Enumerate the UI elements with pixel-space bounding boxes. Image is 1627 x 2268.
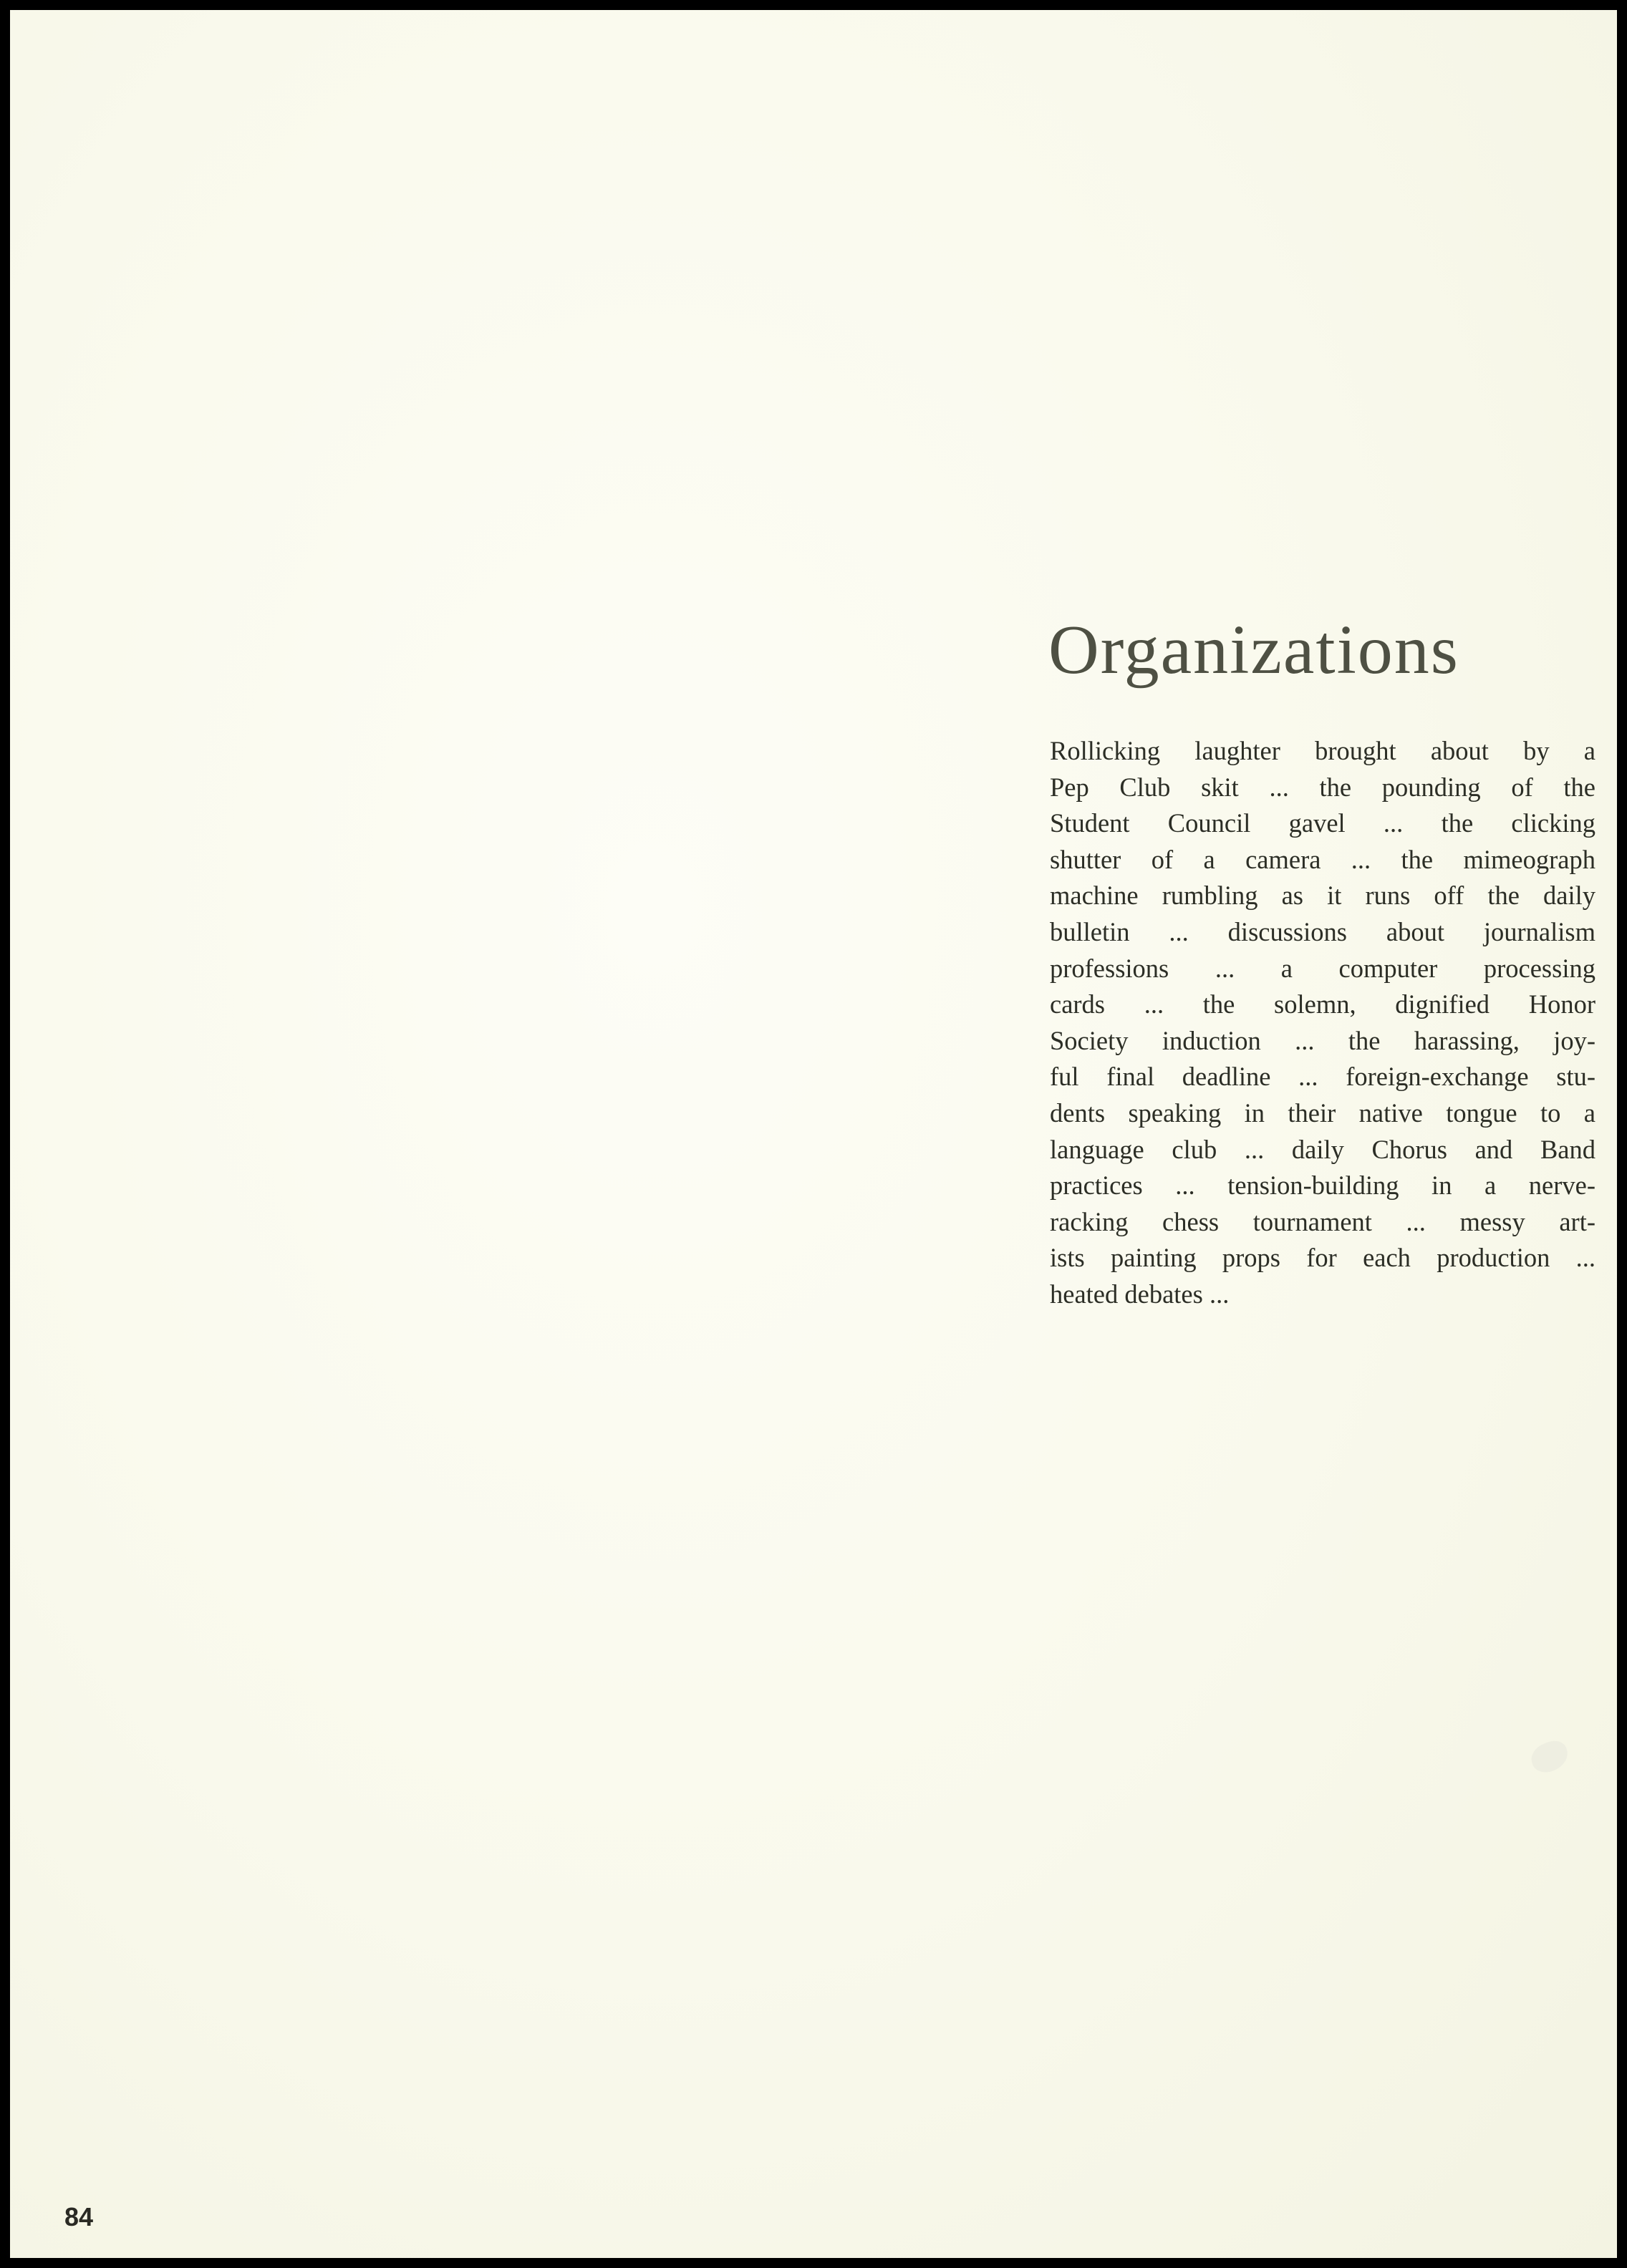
page — [10, 10, 1617, 2258]
section-title: Organizations — [1048, 611, 1459, 689]
paragraph-line: heated debates ... — [1050, 1279, 1230, 1309]
paragraph-line: practices ... tension-building in a nerve- — [1050, 1171, 1595, 1201]
paragraph-line: machine rumbling as it runs off the daily — [1050, 881, 1595, 911]
paragraph-line: professions ... a computer processing — [1050, 953, 1595, 983]
paragraph-line: shutter of a camera ... the mimeograph — [1050, 844, 1595, 874]
paragraph-line: dents speaking in their native tongue to a — [1050, 1097, 1595, 1128]
page-number: 84 — [64, 2202, 94, 2231]
paragraph-line: Society induction ... the harassing, joy- — [1050, 1025, 1595, 1055]
paper-blemish — [1527, 1737, 1573, 1776]
paragraph-line: ists painting props for each production ... — [1050, 1243, 1595, 1273]
paragraph-line: Pep Club skit ... the pounding of the — [1050, 772, 1595, 802]
paragraph-line: Rollicking laughter brought about by a — [1050, 736, 1595, 765]
paragraph-line: ful final deadline ... foreign-exchange stu- — [1050, 1062, 1595, 1092]
paragraph-line: bulletin ... discussions about journalism — [1050, 916, 1595, 946]
paragraph-line: racking chess tournament ... messy art- — [1050, 1206, 1595, 1236]
paragraph-line: Student Council gavel ... the clicking — [1050, 808, 1595, 838]
intro-paragraph — [1050, 733, 1595, 1313]
paragraph-line: language club ... daily Chorus and Band — [1050, 1134, 1595, 1164]
paragraph-line: cards ... the solemn, dignified Honor — [1050, 989, 1595, 1019]
